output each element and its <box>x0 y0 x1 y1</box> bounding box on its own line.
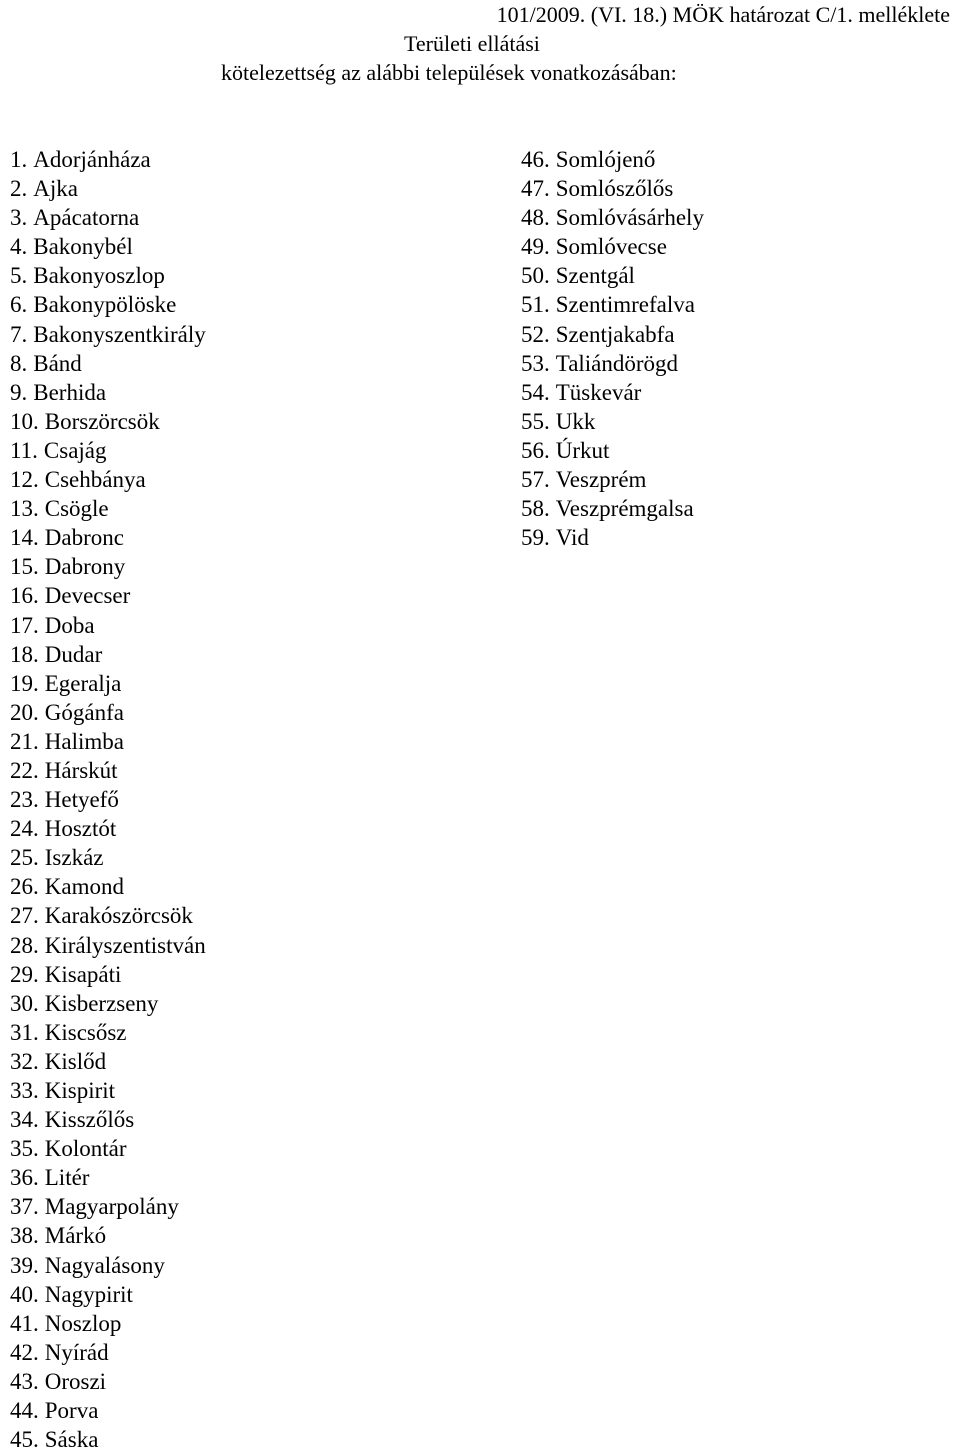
settlement-number: 47. <box>521 176 550 202</box>
settlement-number: 21. <box>10 728 39 754</box>
settlement-list-item <box>10 640 206 669</box>
settlement-list-item <box>521 320 704 349</box>
settlement-number: 40. <box>10 1281 39 1307</box>
settlement-number: 28. <box>10 932 39 958</box>
settlement-number: 58. <box>521 496 550 522</box>
settlement-name: Kispirit <box>44 1078 116 1103</box>
settlement-name: Kamond <box>44 874 124 900</box>
settlement-name: Dabrony <box>44 554 126 580</box>
settlement-list-item <box>10 203 206 232</box>
settlement-list-item <box>10 843 206 872</box>
settlement-list-item <box>521 378 704 407</box>
settlement-number: 57. <box>521 467 550 493</box>
settlement-number: 4. <box>10 234 28 260</box>
settlement-number: 42. <box>10 1339 39 1365</box>
settlement-number: 5. <box>10 263 28 289</box>
settlement-name: Ajka <box>33 176 78 202</box>
settlement-list-item <box>10 698 206 727</box>
settlement-name: Nagypirit <box>44 1281 133 1307</box>
settlement-number: 30. <box>10 990 39 1016</box>
settlement-list-item <box>10 1134 206 1163</box>
settlement-name: Úrkut <box>555 437 610 463</box>
settlement-list-item <box>521 232 704 261</box>
settlement-list-item <box>10 1338 206 1367</box>
settlement-list-item <box>10 552 206 581</box>
settlement-list-item <box>10 1163 206 1192</box>
settlement-number: 46. <box>521 147 550 172</box>
settlement-name: Kisszőlős <box>44 1107 135 1133</box>
settlement-name: Kolontár <box>44 1136 127 1162</box>
settlement-name: Noszlop <box>44 1310 122 1336</box>
settlement-name: Magyarpolány <box>44 1194 179 1220</box>
settlement-name: Kisberzseny <box>44 990 159 1016</box>
settlement-number: 55. <box>521 408 550 434</box>
settlement-name: Somlójenő <box>555 147 656 172</box>
settlement-name: Dabronc <box>44 525 124 551</box>
settlement-list-item <box>10 1280 206 1309</box>
settlement-list-item <box>10 1192 206 1221</box>
settlement-number: 38. <box>10 1223 39 1249</box>
settlement-number: 39. <box>10 1252 39 1278</box>
settlement-name: Veszprémgalsa <box>555 496 694 522</box>
settlement-name: Kislőd <box>44 1048 107 1074</box>
settlement-list-item <box>521 261 704 290</box>
settlement-name: Kiscsősz <box>44 1019 127 1045</box>
settlement-name: Nyírád <box>44 1339 109 1365</box>
settlement-list-item <box>521 349 704 378</box>
settlement-number: 36. <box>10 1165 39 1191</box>
settlement-list-item <box>10 931 206 960</box>
settlement-number: 9. <box>10 379 28 405</box>
settlement-list-item <box>10 989 206 1018</box>
settlement-list-item <box>521 145 704 174</box>
settlement-number: 17. <box>10 612 39 638</box>
settlement-list-item <box>10 901 206 930</box>
settlement-number: 11. <box>10 437 38 463</box>
settlement-list-item <box>10 1221 206 1250</box>
settlement-number: 59. <box>521 525 550 551</box>
settlement-name: Szentgál <box>555 263 635 289</box>
settlement-number: 54. <box>521 379 550 405</box>
settlement-name: Gógánfa <box>44 699 124 725</box>
settlement-list-item <box>10 320 206 349</box>
settlement-number: 45. <box>10 1427 39 1453</box>
settlement-name: Csögle <box>44 496 109 522</box>
settlement-list-item <box>10 1396 206 1425</box>
settlement-number: 41. <box>10 1310 39 1336</box>
settlement-name: Bakonybél <box>33 234 133 260</box>
settlement-name: Nagyalásony <box>44 1252 165 1278</box>
settlement-number: 26. <box>10 874 39 900</box>
settlement-name: Kisapáti <box>44 961 122 987</box>
settlement-number: 29. <box>10 961 39 987</box>
settlement-list-item <box>521 436 704 465</box>
settlement-number: 7. <box>10 321 28 347</box>
settlement-list-item <box>10 872 206 901</box>
settlement-list-item <box>10 785 206 814</box>
settlement-number: 3. <box>10 205 28 231</box>
settlement-name: Bakonyoszlop <box>33 263 165 289</box>
settlement-name: Szentjakabfa <box>555 321 675 347</box>
settlement-name: Doba <box>44 612 95 638</box>
settlement-list-item <box>10 232 206 261</box>
settlement-list-item <box>10 378 206 407</box>
settlement-list-item <box>10 611 206 640</box>
settlement-number: 12. <box>10 467 39 493</box>
settlement-number: 33. <box>10 1078 39 1103</box>
settlement-number: 37. <box>10 1194 39 1220</box>
settlement-name: Devecser <box>44 583 131 609</box>
settlement-list-item <box>10 1076 206 1105</box>
settlement-name: Somlószőlős <box>555 176 674 202</box>
settlement-name: Adorjánháza <box>33 147 151 172</box>
settlement-name: Egeralja <box>44 670 122 696</box>
settlement-name: Szentimrefalva <box>555 292 695 318</box>
settlement-list-item <box>10 1105 206 1134</box>
settlement-list-item <box>521 523 704 552</box>
settlement-number: 44. <box>10 1398 39 1424</box>
settlement-name: Dudar <box>44 641 103 667</box>
settlement-name: Csajág <box>43 437 107 463</box>
settlement-name: Halimba <box>44 728 124 754</box>
settlement-number: 22. <box>10 757 39 783</box>
settlement-number: 43. <box>10 1368 39 1394</box>
settlement-number: 27. <box>10 903 39 929</box>
settlement-number: 52. <box>521 321 550 347</box>
settlement-list-item <box>10 290 206 319</box>
settlement-list-right <box>521 145 704 552</box>
settlement-list-item <box>10 465 206 494</box>
settlement-name: Ukk <box>555 408 596 434</box>
settlement-name: Somlóvásárhely <box>555 205 704 231</box>
settlement-name: Oroszi <box>44 1368 107 1394</box>
settlement-name: Tüskevár <box>555 379 642 405</box>
settlement-list-item <box>10 1047 206 1076</box>
settlement-number: 35. <box>10 1136 39 1162</box>
settlement-list-item <box>10 261 206 290</box>
settlement-name: Borszörcsök <box>44 408 160 434</box>
settlement-name: Iszkáz <box>44 845 104 871</box>
settlement-number: 8. <box>10 350 28 376</box>
settlement-number: 49. <box>521 234 550 260</box>
settlement-name: Veszprém <box>555 467 647 493</box>
settlement-name: Csehbánya <box>44 467 146 493</box>
settlement-list-item <box>10 669 206 698</box>
settlement-list-item <box>521 465 704 494</box>
settlement-number: 53. <box>521 350 550 376</box>
settlement-list-item <box>10 436 206 465</box>
settlement-number: 15. <box>10 554 39 580</box>
settlement-number: 13. <box>10 496 39 522</box>
settlement-list-left <box>10 145 206 1454</box>
settlement-number: 16. <box>10 583 39 609</box>
settlement-list-item <box>10 581 206 610</box>
settlement-name: Hetyefő <box>44 787 119 813</box>
settlement-name: Hárskút <box>44 757 118 783</box>
settlement-number: 56. <box>521 437 550 463</box>
settlement-list-item <box>10 960 206 989</box>
settlement-name: Vid <box>555 525 589 551</box>
settlement-list-item <box>10 494 206 523</box>
settlement-list-item <box>521 203 704 232</box>
settlement-name: Márkó <box>44 1223 107 1249</box>
settlement-number: 24. <box>10 816 39 842</box>
settlement-number: 18. <box>10 641 39 667</box>
settlement-name: Taliándörögd <box>555 350 679 376</box>
settlement-number: 32. <box>10 1048 39 1074</box>
settlement-number: 2. <box>10 176 28 202</box>
settlement-list-item <box>10 756 206 785</box>
settlement-list-item <box>521 174 704 203</box>
settlement-name: Hosztót <box>44 816 117 842</box>
settlement-number: 23. <box>10 787 39 813</box>
settlement-list-item <box>10 1367 206 1396</box>
settlement-list-item <box>10 349 206 378</box>
settlement-name: Litér <box>44 1165 90 1191</box>
settlement-list-item <box>10 407 206 436</box>
settlement-number: 34. <box>10 1107 39 1133</box>
settlement-list-item <box>10 727 206 756</box>
settlement-list-item <box>521 407 704 436</box>
settlement-list-item <box>10 1251 206 1280</box>
settlement-list-item <box>521 494 704 523</box>
resolution-reference: 101/2009. (VI. 18.) MÖK határozat C/1. melléklete <box>496 2 950 27</box>
settlement-number: 20. <box>10 699 39 725</box>
settlement-list-item <box>10 174 206 203</box>
settlement-number: 10. <box>10 408 39 434</box>
settlement-name: Berhida <box>33 379 107 405</box>
settlement-number: 51. <box>521 292 550 318</box>
document-title-line-1: Területi ellátási <box>404 31 540 56</box>
settlement-name: Apácatorna <box>33 205 140 231</box>
settlement-list-item <box>10 1309 206 1338</box>
settlement-name: Bánd <box>33 350 82 376</box>
settlement-name: Sáska <box>44 1427 99 1453</box>
document-title-line-2: kötelezettség az alábbi települések vonatkozásában: <box>221 60 677 85</box>
settlement-list-item <box>10 145 206 174</box>
settlement-list-item <box>10 1018 206 1047</box>
settlement-list-item <box>10 523 206 552</box>
settlement-list-item <box>10 814 206 843</box>
settlement-name: Karakószörcsök <box>44 903 193 929</box>
settlement-number: 14. <box>10 525 39 551</box>
settlement-number: 50. <box>521 263 550 289</box>
settlement-number: 48. <box>521 205 550 231</box>
settlement-name: Bakonypölöske <box>33 292 177 318</box>
settlement-list-item <box>521 290 704 319</box>
settlement-number: 19. <box>10 670 39 696</box>
settlement-name: Somlóvecse <box>555 234 667 260</box>
settlement-number: 6. <box>10 292 28 318</box>
settlement-name: Bakonyszentkirály <box>33 321 206 347</box>
settlement-name: Királyszentistván <box>44 932 206 958</box>
settlement-number: 31. <box>10 1019 39 1045</box>
settlement-number: 1. <box>10 147 28 172</box>
settlement-number: 25. <box>10 845 39 871</box>
settlement-name: Porva <box>44 1398 99 1424</box>
